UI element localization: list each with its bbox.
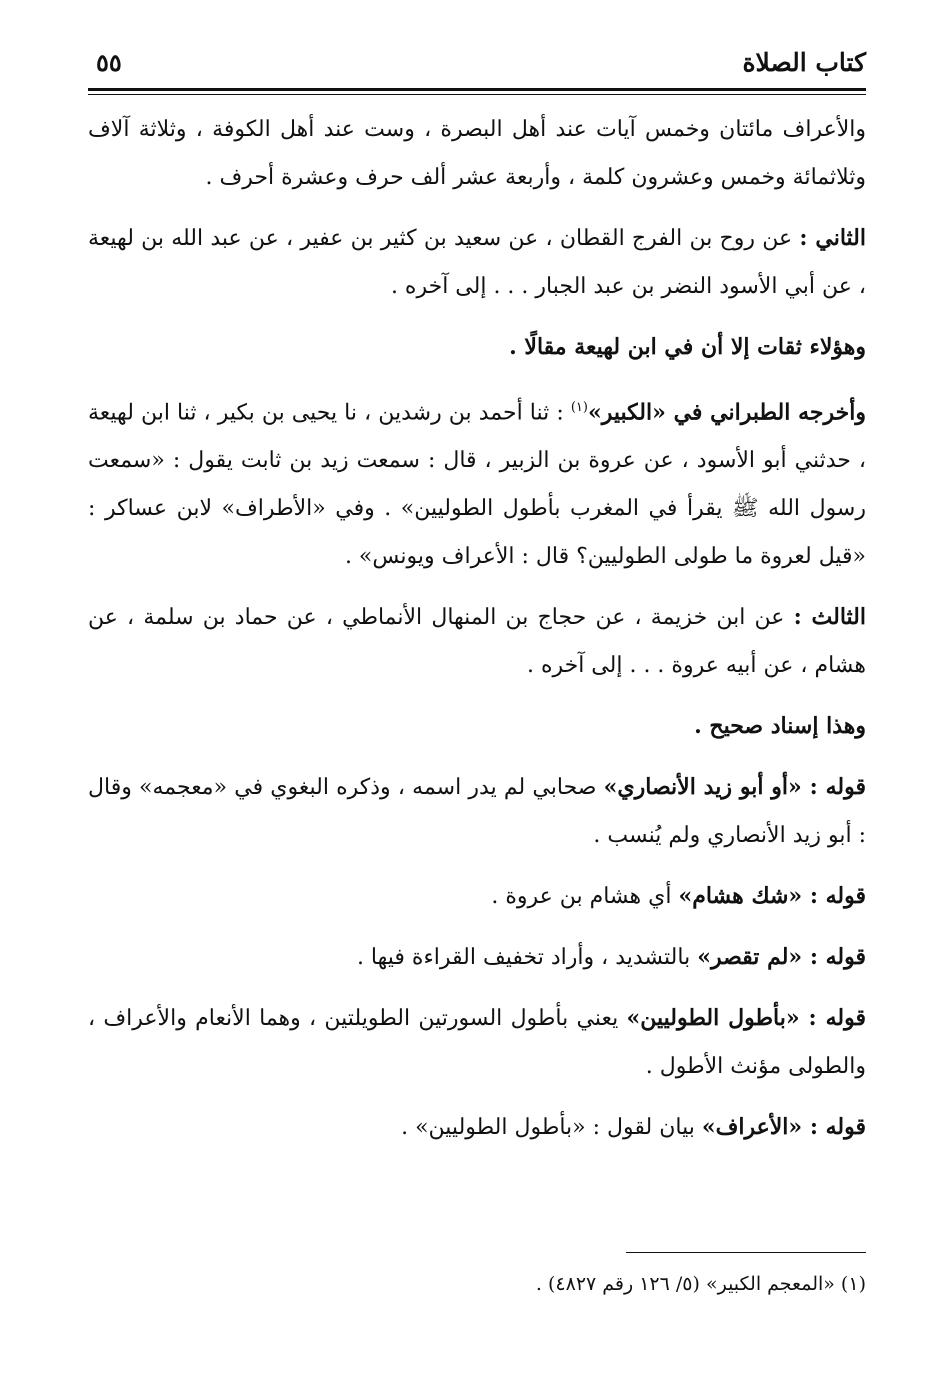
- header-rule-thin: [88, 94, 866, 95]
- paragraph: قوله : «لم تقصر» بالتشديد ، وأراد تخفيف القراءة فيها .: [356, 944, 866, 971]
- book-page: [88, 40, 867, 1295]
- footnote-marker: (١): [570, 400, 588, 415]
- paragraph: قوله : «أو أبو زيد الأنصاري» صحابي لم يدر اسمه ، وذكره البغوي في «معجمه» وقال : أبو زيد الأنصاري ولم يُنسب .: [88, 774, 866, 849]
- paragraph: قوله : «شك هشام» أي هشام بن عروة .: [491, 883, 866, 910]
- footnote-rule: [626, 1252, 866, 1253]
- paragraph: وأخرجه الطبراني في «الكبير»$^{(١)}$ : ثنا أحمد بن رشدين ، نا يحيى بن بكير ، ثنا ابن لهيعة ، حدثني أبو الأسود ، عن عروة بن الزبير ، قال : سمعت زيد بن ثابت يقول : «سمعت رسول الله ﷺ يقرأ في المغرب بأطول الطوليين» . وفي «الأطراف» لابن عساكر : «قيل لعروة ما طولى الطوليين؟ قال : الأعراف ويونس» .: [88, 399, 866, 570]
- paragraph: والأعراف مائتان وخمس آيات عند أهل البصرة ، وست عند أهل الكوفة ، وثلاثة آلاف وثلاثمائة وخمس وعشرون كلمة ، وأربعة عشر ألف حرف وعشرة أحرف .: [88, 117, 867, 190]
- page-header: [88, 40, 866, 88]
- paragraph: الثاني : عن روح بن الفرج القطان ، عن سعيد بن كثير بن عفير ، عن عبد الله بن لهيعة ، عن أبي الأسود النضر بن عبد الجبار . . . إلى آخره .: [88, 225, 866, 299]
- paragraph: قوله : «بأطول الطوليين» يعني بأطول السورتين الطويلتين ، وهما الأنعام والأعراف ، والطولى مؤنث الأطول .: [88, 1005, 867, 1080]
- running-head: كتاب الصلاة: [742, 48, 866, 77]
- footnote: (١) «المعجم الكبير» (٥/ ١٢٦ رقم ٤٨٢٧) .: [535, 1273, 866, 1295]
- paragraph: وهؤلاء ثقات إلا أن في ابن لهيعة مقالًا .: [509, 334, 866, 360]
- page-number: ٥٥: [96, 48, 122, 77]
- paragraph: قوله : «الأعراف» بيان لقول : «بأطول الطوليين» .: [401, 1114, 866, 1141]
- paragraph: الثالث : عن ابن خزيمة ، عن حجاج بن المنهال الأنماطي ، عن حماد بن سلمة ، عن هشام ، عن أبيه عروة . . . إلى آخره .: [88, 604, 866, 679]
- paragraph: وهذا إسناد صحيح .: [694, 713, 866, 740]
- page-body: [88, 105, 866, 1152]
- header-rule-thick: [88, 88, 866, 91]
